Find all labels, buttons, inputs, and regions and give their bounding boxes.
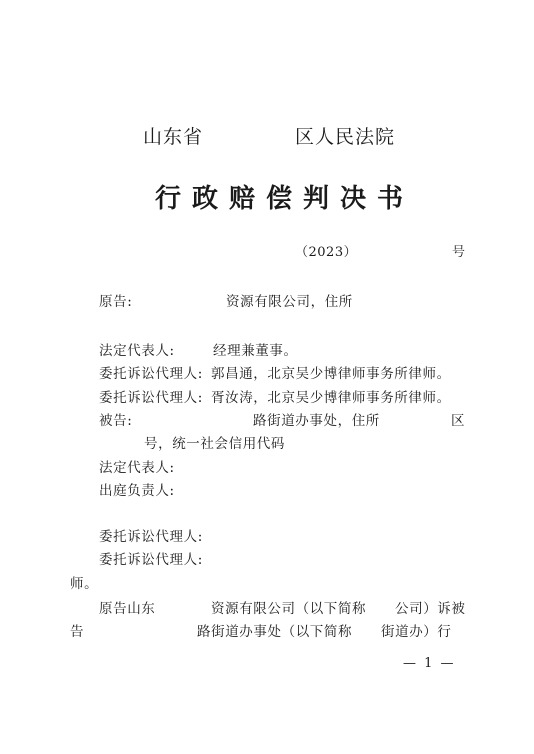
defendant-line2: 号，统一社会信用代码: [144, 436, 285, 452]
legal-rep-value: 经理兼董事。: [213, 343, 298, 359]
paragraph2-part1: 告: [70, 624, 85, 640]
paragraph1-part3: 公司）诉被: [395, 601, 466, 617]
agent2-value: 胥汝涛，北京吴少博律师事务所律师。: [211, 390, 451, 406]
court-name-suffix: 区人民法院: [295, 126, 396, 148]
def-agent2-label: 委托诉讼代理人:: [99, 552, 203, 568]
plaintiff-label: 原告:: [99, 294, 133, 310]
case-year: （2023）: [295, 245, 358, 260]
def-agent-end: 师。: [70, 576, 99, 592]
case-number-suffix: 号: [452, 245, 466, 260]
def-agent1-label: 委托诉讼代理人:: [99, 529, 203, 545]
agent2-label: 委托诉讼代理人:: [99, 390, 203, 406]
court-appearance-label: 出庭负责人:: [99, 483, 175, 499]
paragraph1-part2: 资源有限公司（以下简称: [211, 601, 367, 617]
paragraph2-part2: 路街道办事处（以下简称: [197, 624, 353, 640]
paragraph1-part1: 原告山东: [99, 601, 156, 617]
paragraph2-part3: 街道办）行: [381, 624, 452, 640]
defendant-label: 被告:: [99, 413, 133, 429]
legal-rep-label: 法定代表人:: [99, 343, 175, 359]
defendant-value: 路街道办事处，住所: [253, 413, 380, 429]
plaintiff-value: 资源有限公司，住所: [226, 294, 353, 310]
agent1-label: 委托诉讼代理人:: [99, 366, 203, 382]
page-number: — 1 —: [403, 656, 456, 671]
def-legal-rep-label: 法定代表人:: [99, 460, 175, 476]
defendant-district: 区: [451, 413, 466, 429]
court-name-prefix: 山东省: [143, 126, 204, 148]
agent1-value: 郭昌通，北京吴少博律师事务所律师。: [211, 366, 451, 382]
document-title: 行政赔偿判决书: [155, 184, 415, 214]
